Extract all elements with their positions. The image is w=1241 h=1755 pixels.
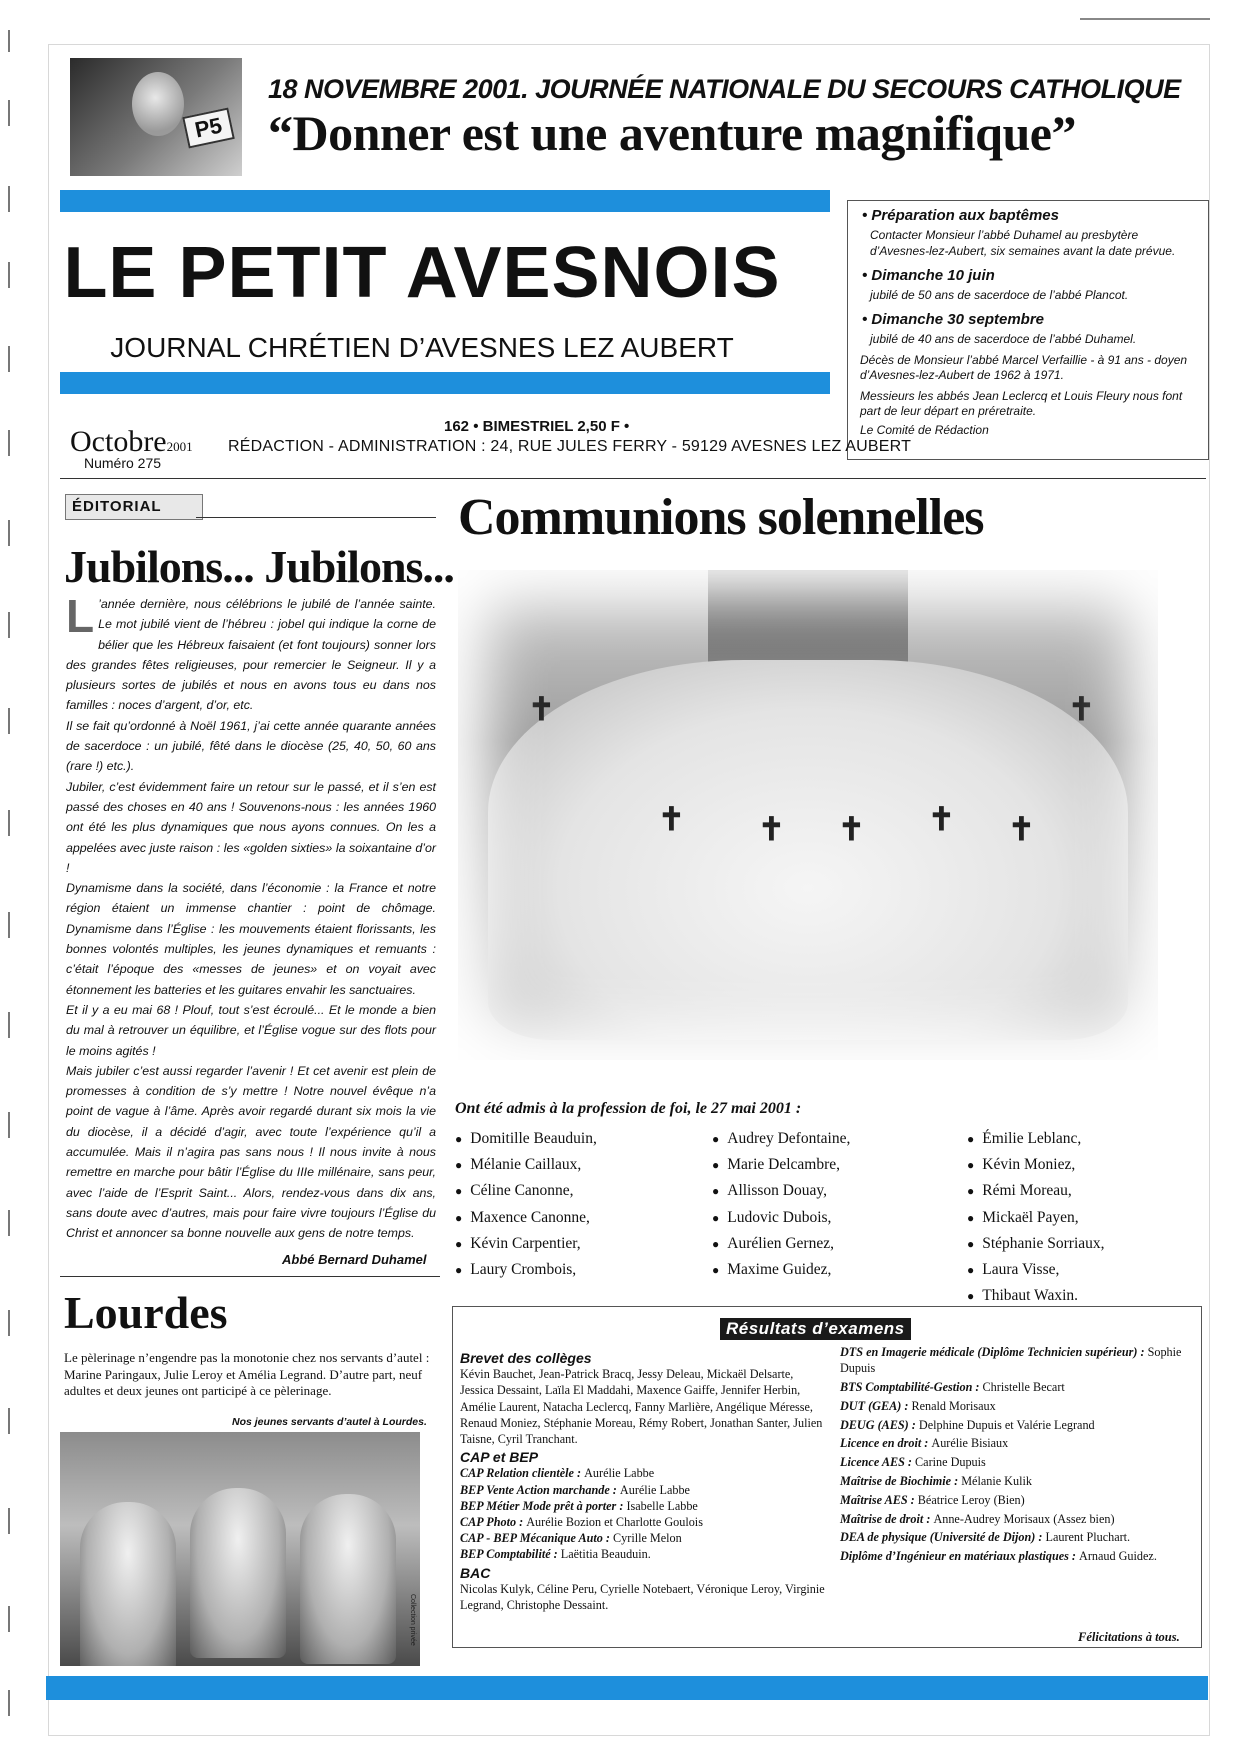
name-item: ● Audrey Defontaine, [712, 1126, 850, 1152]
masthead-subtitle: JOURNAL CHRÉTIEN D’AVESNES LEZ AUBERT [110, 332, 734, 363]
name-item: ● Laury Crombois, [455, 1257, 597, 1283]
cross-icon: ✝ [758, 811, 785, 847]
scan-mark [8, 30, 10, 52]
name-item: ● Allisson Douay, [712, 1178, 850, 1204]
issue-month [70, 425, 193, 459]
exam-entry [840, 1379, 1196, 1395]
paragraph: Dynamisme dans la société, dans l’économie : la France et notre région étaient un immense chantier : point de chômage. Dynamisme dans l’Église : les mouvements étaient florissants, les bonnes volontés multiples, les jeunes dynamiques et remuants : c’était l’époque des «messes de jeunes» et on voyait avec étonnement les batteries et les guitares envahir les sanctuaires. [66, 881, 436, 997]
kicker: 18 NOVEMBRE 2001. JOURNÉE NATIONALE DU SECOURS CATHOLIQUE [268, 74, 1181, 104]
exam-value: Cyrille Melon [613, 1531, 682, 1546]
person-image [190, 1488, 286, 1658]
scan-mark [8, 1210, 10, 1236]
group-photo [458, 570, 1158, 1060]
lourdes-text: Le pèlerinage n’engendre pas la monotonie chez nos servants d’autel : Marine Paringaux, Julie Leroy et Amélia Legrand. D’autre part, neuf adultes et deux jeunes ont participé à ce pèlerinage. [64, 1350, 430, 1398]
divider [60, 1276, 440, 1277]
exam-label: BEP Vente Action marchande : [460, 1482, 620, 1497]
masthead: LE PETIT AVESNOIS [63, 233, 781, 313]
cross-icon: ✝ [528, 691, 555, 727]
paragraph: ’année dernière, nous célébrions le jubilé de l’année sainte. Le mot jubilé vient de l’hébreu : jobel qui indique la corne de bélier que les Hébreux faisaient (et font toujours) sonner lors des grandes fêtes religieuses, pour remercier le Seigneur. Il y a plusieurs sortes de jubilés et nous en avons tous eu dans nos familles : noces d’argent, d’or, etc. [66, 597, 436, 713]
blue-bar-footer [46, 1676, 1208, 1700]
section-tag: ÉDITORIAL [65, 494, 203, 520]
issue-number: Numéro 275 [84, 455, 162, 471]
scan-mark [8, 346, 10, 372]
info-box [847, 200, 1209, 460]
name-item: ● Thibaut Waxin. [967, 1283, 1105, 1309]
paragraph: Il se fait qu’ordonné à Noël 1961, j’ai cette année quarante années de sacerdoce : un jubilé, fêté dans le diocèse (25, 40, 50, 60 ans (rare !) etc.). [66, 718, 436, 774]
exam-entry [460, 1465, 828, 1481]
name-item: ● Marie Delcambre, [712, 1152, 850, 1178]
blue-bar-bottom [60, 372, 830, 394]
paragraph: Et il y a eu mai 68 ! Plouf, tout s’est écroulé... Et le monde a bien du mal à retrouver un équilibre, et l’Église vogue sur des flots pour le moins agités ! [66, 1002, 436, 1058]
month-text: Octobre [70, 425, 167, 458]
exam-value: Carine Dupuis [915, 1455, 986, 1470]
exam-label: BEP Comptabilité : [460, 1547, 561, 1562]
headline: “Donner est une aventure magnifique” [268, 105, 1076, 161]
exam-label: Maîtrise de droit : [840, 1511, 934, 1526]
exam-value: Laëtitia Beauduin. [560, 1547, 651, 1562]
scan-mark [1080, 18, 1210, 20]
exam-label: DEA de physique (Université de Dijon) : [840, 1530, 1046, 1545]
results-right [840, 1344, 1196, 1567]
name-item: ● Maxime Guidez, [712, 1257, 850, 1283]
scan-mark [8, 1606, 10, 1632]
photo-caption: Nos jeunes servants d’autel à Lourdes. [232, 1416, 427, 1428]
exam-entry [840, 1529, 1196, 1545]
names-column-2 [712, 1126, 850, 1283]
exam-entry [460, 1498, 828, 1514]
results-title: Résultats d’examens [720, 1318, 911, 1340]
exam-names: Nicolas Kulyk, Céline Peru, Cyrielle Notebaert, Véronique Leroy, Virginie Legrand, Christophe Dessaint. [460, 1581, 825, 1613]
cross-icon: ✝ [838, 811, 865, 847]
scan-mark [8, 912, 10, 938]
exam-entry [840, 1492, 1196, 1508]
info-note: Décès de Monsieur l’abbé Marcel Verfaillie - à 91 ans - doyen d’Avesnes-lez-Aubert de 1962 à 1971. [860, 353, 1188, 382]
exam-heading: BAC [460, 1564, 491, 1581]
exam-value: Mélanie Kulik [961, 1473, 1032, 1488]
scan-mark [8, 520, 10, 546]
exam-label: Licence AES : [840, 1455, 916, 1470]
editorial-body [66, 590, 436, 1244]
name-item: ● Émilie Leblanc, [967, 1126, 1105, 1152]
scan-mark [8, 1408, 10, 1434]
scan-mark [8, 612, 10, 638]
exam-entry [840, 1344, 1196, 1376]
photo-vignette [458, 570, 1158, 1060]
exam-value: Sophie Dupuis [840, 1345, 1182, 1376]
info-item-title: • Dimanche 30 septembre [862, 311, 1044, 328]
divider [60, 478, 1206, 479]
name-item: ● Mélanie Caillaux, [455, 1152, 597, 1178]
name-item: ● Céline Canonne, [455, 1178, 597, 1204]
scan-mark [8, 100, 10, 126]
cross-icon: ✝ [928, 801, 955, 837]
scan-mark [8, 1012, 10, 1038]
exam-value: Delphine Dupuis et Valérie Legrand [918, 1417, 1095, 1432]
drop-cap: L [66, 590, 95, 642]
paragraph: Mais jubiler c’est aussi regarder l’avenir ! Et cet avenir est plein de promesses à condition de s’y mettre ! Notre nouvel évêque n’a point de vague à l’âme. Après avoir regardé durant six mois la vie du diocèse, il a décidé d’agir, avec toute l’expérience qu’il a accumulée. Mais il n’agira pas sans nous ! Il nous invite à nous remettre en marche pour bâtir l’Église du IIIe millénaire, sans peur, avec l’aide de l’Esprit Saint... Alors, rendez-vous dans dix ans, sans doute avec d’autres, mais pour faire vivre toujours l’Église du Christ et annoncer sa bonne nouvelle aux gens de notre temps. [66, 1063, 436, 1241]
scan-mark [8, 186, 10, 212]
exam-entry [840, 1435, 1196, 1451]
info-note: Messieurs les abbés Jean Leclercq et Louis Fleury nous font part de leur départ en préretraite. [860, 389, 1183, 418]
name-item: ● Mickaël Payen, [967, 1205, 1105, 1231]
name-item: ● Stéphanie Sorriaux, [967, 1231, 1105, 1257]
scan-mark [8, 430, 10, 456]
name-item: ● Kévin Carpentier, [455, 1231, 597, 1257]
name-item: ● Maxence Canonne, [455, 1205, 597, 1231]
scan-mark [8, 708, 10, 734]
exam-entry [460, 1546, 828, 1562]
exam-value: Anne-Audrey Morisaux (Assez bien) [933, 1511, 1115, 1526]
name-item: ● Ludovic Dubois, [712, 1205, 850, 1231]
admis-line: Ont été admis à la profession de foi, le 27 mai 2001 : [455, 1100, 802, 1117]
info-item-title: • Préparation aux baptêmes [862, 207, 1059, 224]
exam-heading: Brevet des collèges [460, 1350, 592, 1366]
exam-entry [460, 1514, 828, 1530]
name-item: ● Domitille Beauduin, [455, 1126, 597, 1152]
divider [196, 517, 436, 518]
name-item: ● Rémi Moreau, [967, 1178, 1105, 1204]
info-item-text: jubilé de 50 ans de sacerdoce de l’abbé Plancot. [870, 288, 1129, 302]
name-item: ● Laura Visse, [967, 1257, 1105, 1283]
name-item: ● Kévin Moniez, [967, 1152, 1105, 1178]
info-item-text: Contacter Monsieur l’abbé Duhamel au presbytère [870, 228, 1139, 242]
exam-entry [840, 1511, 1196, 1527]
exam-entry [840, 1454, 1196, 1470]
lourdes-title: Lourdes [64, 1287, 228, 1338]
exam-label: CAP - BEP Mécanique Auto : [460, 1531, 614, 1546]
exam-value: Renald Morisaux [911, 1398, 996, 1413]
communions-title: Communions solennelles [458, 489, 984, 546]
exam-value: Christelle Becart [982, 1380, 1065, 1394]
info-item-text: d’Avesnes-lez-Aubert, six semaines avant la date prévue. [870, 244, 1176, 258]
exam-label: BTS Comptabilité-Gestion : [840, 1380, 983, 1394]
exam-label: DEUG (AES) : [840, 1417, 919, 1432]
person-image [300, 1494, 396, 1664]
portrait-image [132, 72, 184, 136]
exam-label: DTS en Imagerie médicale (Diplôme Technicien supérieur) : [840, 1345, 1148, 1359]
scan-mark [8, 1690, 10, 1716]
exam-value: Laurent Pluchart. [1045, 1530, 1131, 1545]
exam-value: Arnaud Guidez. [1079, 1549, 1157, 1564]
page-tag: P5 [182, 107, 235, 148]
exam-entry [840, 1473, 1196, 1489]
exam-value: Aurélie Labbe [619, 1482, 690, 1497]
exam-label: Maîtrise de Biochimie : [840, 1473, 962, 1488]
scan-mark [8, 1310, 10, 1336]
exam-heading: CAP et BEP [460, 1449, 539, 1466]
exam-entry [460, 1530, 828, 1546]
lourdes-photo [60, 1432, 420, 1666]
names-column-1 [455, 1126, 597, 1283]
editorial-title: Jubilons... Jubilons... [64, 541, 454, 592]
exam-entry [840, 1417, 1196, 1433]
photo-credit: Collection privée [409, 1594, 416, 1646]
blue-bar-top [60, 190, 830, 212]
exam-label: DUT (GEA) : [840, 1398, 912, 1413]
cross-icon: ✝ [1068, 691, 1095, 727]
header-photo [70, 58, 242, 176]
cross-icon: ✝ [658, 801, 685, 837]
exam-value: Aurélie Labbe [584, 1466, 655, 1481]
exam-label: CAP Photo : [460, 1515, 527, 1530]
person-image [80, 1502, 176, 1666]
scan-mark [8, 810, 10, 836]
paragraph: Jubiler, c’est évidemment faire un retour sur le passé, et il s’en est passé des choses en 40 ans ! Souvenons-nous : les années 1960 ont été les plus dynamiques que nous ayons connues. On les a appelées avec juste raison : les «golden sixties» la soixantaine d’or ! [66, 779, 436, 875]
exam-entry [460, 1482, 828, 1498]
cross-icon: ✝ [1008, 811, 1035, 847]
address: RÉDACTION - ADMINISTRATION : 24, RUE JULES FERRY - 59129 AVESNES LEZ AUBERT [228, 438, 912, 455]
exam-list [840, 1344, 1196, 1564]
scan-mark [8, 1508, 10, 1534]
exam-label: Maîtrise AES : [840, 1492, 918, 1507]
scan-mark [8, 262, 10, 288]
congratulations: Félicitations à tous. [1078, 1630, 1180, 1644]
year-text: 2001 [166, 439, 193, 454]
exam-entry [840, 1548, 1196, 1564]
exam-names: Kévin Bauchet, Jean-Patrick Bracq, Jessy Deleau, Mickaël Delsarte, Jessica Dessaint, Laïla El Maddahi, Maxence Gaiffe, Jennifer Herbin, Amélie Laurent, Natacha Leclercq, Fanny Marlière, Angélique Méresse, Renaud Moniez, Stéphanie Moreau, Rémy Robert, Jonathan Santer, Julien Taisne, Cyril Tranchant. [460, 1367, 823, 1447]
info-item-title: • Dimanche 10 juin [862, 267, 995, 284]
signature: Abbé Bernard Duhamel [282, 1252, 427, 1267]
scan-mark [8, 1112, 10, 1138]
exam-list [460, 1465, 828, 1562]
results-left [460, 1348, 828, 1613]
name-item: ● Aurélien Gernez, [712, 1231, 850, 1257]
names-column-3 [967, 1126, 1105, 1309]
exam-label: CAP Relation clientèle : [460, 1466, 585, 1481]
issue-price: 162 • BIMESTRIEL 2,50 F • [444, 418, 630, 435]
exam-value: Aurélie Bisiaux [931, 1436, 1009, 1451]
exam-value: Béatrice Leroy (Bien) [917, 1492, 1025, 1507]
info-note: Le Comité de Rédaction [860, 423, 989, 437]
exam-label: Licence en droit : [840, 1436, 932, 1451]
exam-value: Isabelle Labbe [626, 1498, 698, 1513]
exam-value: Aurélie Bozion et Charlotte Goulois [526, 1515, 703, 1530]
exam-label: BEP Métier Mode prêt à porter : [460, 1498, 627, 1513]
info-item-text: jubilé de 40 ans de sacerdoce de l’abbé Duhamel. [870, 332, 1137, 346]
exam-entry [840, 1398, 1196, 1414]
exam-label: Diplôme d’Ingénieur en matériaux plastiques : [840, 1549, 1080, 1564]
